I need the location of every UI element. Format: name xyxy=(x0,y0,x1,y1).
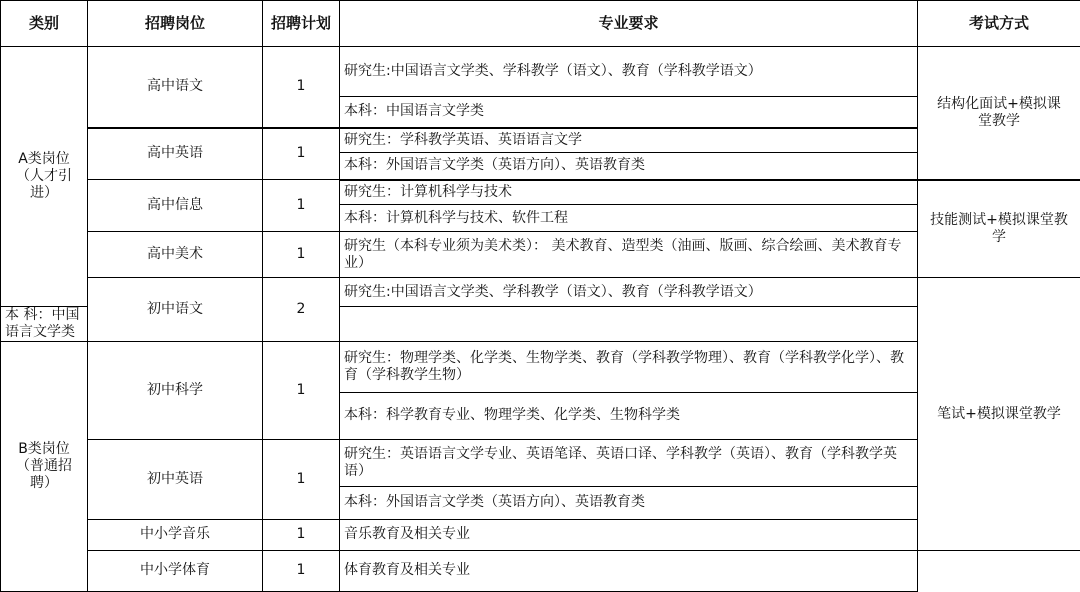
position-cell: 初中语文 xyxy=(88,278,263,342)
requirement-cell: 研究生:中国语言文学类、学科教学（语文）、教育（学科教学语文） xyxy=(340,47,918,97)
requirement-cell: 研究生（本科专业须为美术类）： 美术教育、造型类（油画、版画、综合绘画、美术教育专业） xyxy=(340,232,918,278)
requirement-cell: 本科：外国语言文学类（英语方向）、英语教育类 xyxy=(340,153,918,180)
requirement-cell: 研究生：计算机科学与技术 xyxy=(340,180,918,205)
header-requirement: 专业要求 xyxy=(340,1,918,47)
position-cell: 初中英语 xyxy=(88,439,263,519)
position-cell: 高中语文 xyxy=(88,47,263,128)
plan-cell: 1 xyxy=(263,342,340,439)
plan-cell: 1 xyxy=(263,550,340,591)
requirement-cell: 研究生:中国语言文学类、学科教学（语文）、教育（学科教学语文） xyxy=(340,278,918,307)
plan-cell: 2 xyxy=(263,278,340,342)
requirement-cell: 本 科：中国语言文学类 xyxy=(1,307,88,342)
table-row xyxy=(1,278,1080,307)
plan-cell: 1 xyxy=(263,232,340,278)
requirement-cell: 本科：科学教育专业、物理学类、化学类、生物科学类 xyxy=(340,392,918,439)
category-a: A类岗位（人才引进） xyxy=(1,47,88,307)
plan-cell: 1 xyxy=(263,519,340,550)
exam-cell: 结构化面试+模拟课堂教学 xyxy=(918,47,1080,180)
plan-cell: 1 xyxy=(263,439,340,519)
header-plan: 招聘计划 xyxy=(263,1,340,47)
position-cell: 高中信息 xyxy=(88,180,263,232)
position-cell: 高中美术 xyxy=(88,232,263,278)
header-position: 招聘岗位 xyxy=(88,1,263,47)
requirement-cell: 本科：中国语言文学类 xyxy=(340,97,918,128)
plan-cell: 1 xyxy=(263,128,340,180)
requirement-cell: 研究生：英语语言文学专业、英语笔译、英语口译、学科教学（英语）、教育（学科教学英语） xyxy=(340,439,918,486)
header-row xyxy=(1,1,1080,47)
exam-cell: 笔试+模拟课堂教学 xyxy=(918,278,1080,550)
requirement-cell: 本科：外国语言文学类（英语方向）、英语教育类 xyxy=(340,486,918,519)
requirement-cell: 音乐教育及相关专业 xyxy=(340,519,918,550)
plan-cell: 1 xyxy=(263,47,340,128)
table-row xyxy=(1,47,1080,97)
position-cell: 初中科学 xyxy=(88,342,263,439)
category-b-cell: B类岗位（普通招聘） xyxy=(1,342,88,592)
position-cell: 高中英语 xyxy=(88,128,263,180)
position-cell: 中小学音乐 xyxy=(88,519,263,550)
plan-cell: 1 xyxy=(263,180,340,232)
requirement-cell: 本科：计算机科学与技术、软件工程 xyxy=(340,205,918,232)
table-row xyxy=(1,180,1080,205)
header-exam: 考试方式 xyxy=(918,1,1080,47)
exam-cell: 技能测试+模拟课堂教学 xyxy=(918,180,1080,278)
requirement-cell: 体育教育及相关专业 xyxy=(340,550,918,591)
table-row xyxy=(1,550,1080,591)
header-category: 类别 xyxy=(1,1,88,47)
position-cell: 中小学体育 xyxy=(88,550,263,591)
requirement-cell: 研究生：物理学类、化学类、生物学类、教育（学科教学物理）、教育（学科教学化学）、教育（学科教学生物） xyxy=(340,342,918,392)
requirement-cell: 研究生：学科教学英语、英语语言文学 xyxy=(340,128,918,153)
